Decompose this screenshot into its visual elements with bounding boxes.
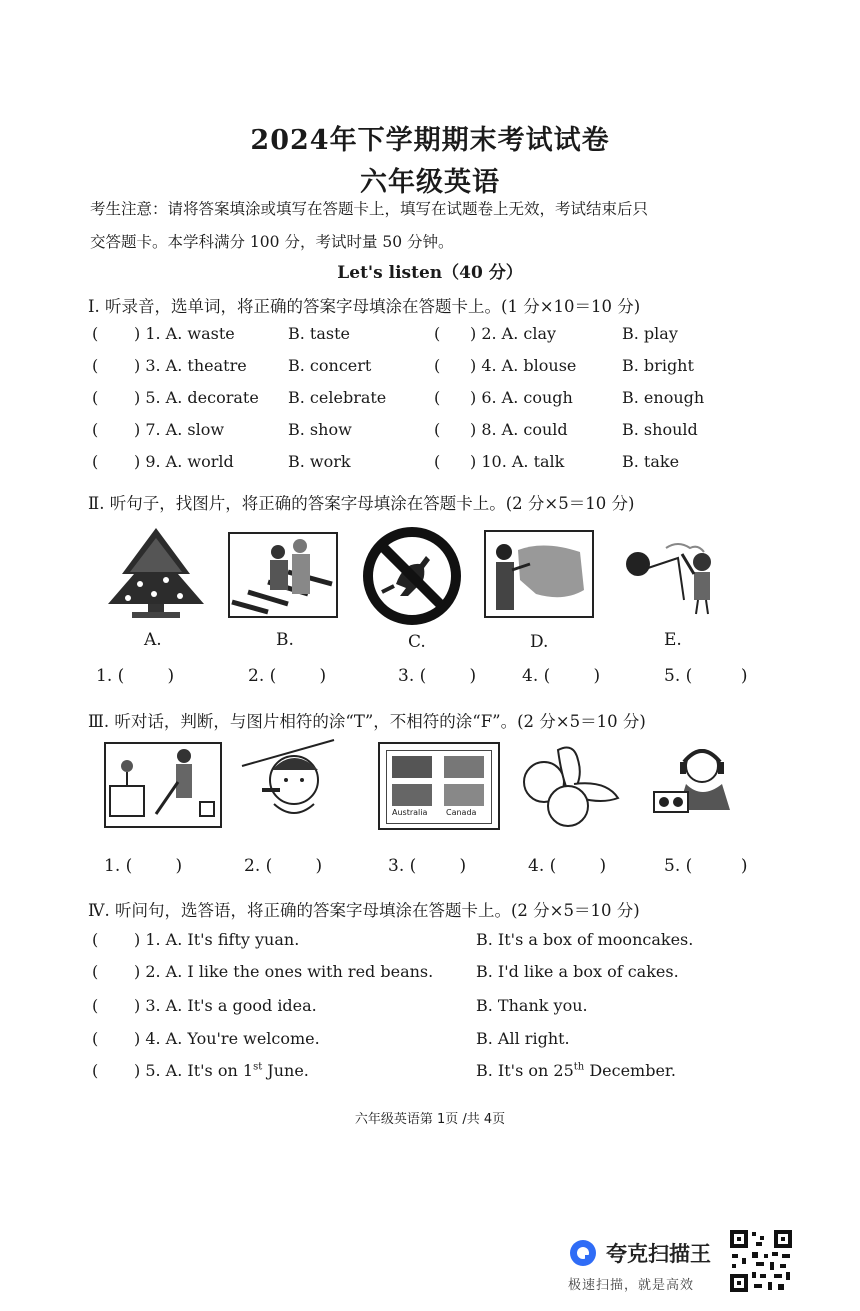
- ordinal-suffix: st: [253, 1061, 263, 1073]
- question-option-b: B. work: [288, 452, 351, 471]
- section2-heading: Ⅱ. 听句子，找图片，将正确的答案字母填涂在答题卡上。(2 分×5＝10 分): [88, 494, 635, 513]
- picture-label: C.: [408, 632, 426, 652]
- answer-paren: (: [92, 962, 99, 981]
- question-option-a: ) 5. A. decorate: [134, 388, 259, 407]
- exam-subtitle: 六年级英语: [360, 167, 500, 198]
- question-option-b: B. It's a box of mooncakes.: [476, 930, 694, 949]
- question-option-a: ) 8. A. could: [470, 420, 568, 439]
- picture-label: B.: [276, 630, 294, 650]
- section4-heading: Ⅳ. 听问句，选答语，将正确的答案字母填涂在答题卡上。(2 分×5＝10 分): [88, 901, 640, 920]
- answer-paren: (: [92, 930, 99, 949]
- question-option-a: ) 6. A. cough: [470, 388, 573, 407]
- question-option-b: B. concert: [288, 356, 372, 375]
- answer-blank: 1. ( ): [96, 666, 175, 686]
- boy-sweeping-picture: [104, 742, 222, 828]
- question-option-b: B. play: [622, 324, 678, 343]
- question-row: [92, 356, 812, 386]
- picture-label: D.: [530, 632, 549, 652]
- question-option-a: ) 9. A. world: [134, 452, 234, 471]
- poster-label: Australia: [392, 808, 428, 817]
- page-footer: 六年级英语第 1页 /共 4页: [354, 1112, 506, 1127]
- question-option-a: ) 3. A. theatre: [134, 356, 247, 375]
- question-option-a: ) 3. A. It's a good idea.: [134, 996, 317, 1015]
- picture-label: E.: [664, 630, 682, 650]
- question-option-b: B. celebrate: [288, 388, 387, 407]
- answer-blank: 5. ( ): [664, 666, 748, 686]
- scanner-app-name: 夸克扫描王: [606, 1242, 711, 1266]
- answer-blank: 1. ( ): [104, 856, 183, 876]
- question-option-b: B. bright: [622, 356, 694, 375]
- christmas-tree-picture: [100, 524, 212, 620]
- scanner-watermark: [566, 1232, 726, 1296]
- crossing-road-picture: [228, 532, 338, 618]
- question-row: [92, 930, 812, 960]
- answer-paren: (: [92, 324, 99, 343]
- poster-photo: [392, 784, 432, 806]
- question-option-a: [134, 1061, 309, 1080]
- question-option-b: B. show: [288, 420, 352, 439]
- answer-paren: (: [434, 324, 441, 343]
- question-option-a: ) 2. A. I like the ones with red beans.: [134, 962, 434, 981]
- answer-paren: (: [92, 420, 99, 439]
- part-title: Let's listen（40 分）: [337, 263, 523, 283]
- poster-photo: [444, 784, 484, 806]
- answer-blank: 3. ( ): [398, 666, 477, 686]
- answer-paren: (: [92, 1061, 99, 1080]
- answer-paren: (: [92, 388, 99, 407]
- question-option-b: B. enough: [622, 388, 705, 407]
- section1-heading: Ⅰ. 听录音，选单词，将正确的答案字母填涂在答题卡上。(1 分×10＝10 分): [88, 297, 641, 316]
- question-row: [92, 420, 812, 450]
- option-text: December.: [584, 1061, 676, 1080]
- question-option-a: ) 10. A. talk: [470, 452, 565, 471]
- map-presenter-picture: [484, 530, 594, 618]
- question-option-b: B. Thank you.: [476, 996, 588, 1015]
- scanner-slogan: 极速扫描，就是高效: [568, 1278, 695, 1293]
- option-text: ) 5. A. It's on 1: [134, 1061, 254, 1080]
- question-option-b: B. taste: [288, 324, 351, 343]
- question-row: [92, 962, 812, 992]
- girl-waving-picture: [618, 534, 718, 618]
- answer-blank: 2. ( ): [244, 856, 323, 876]
- picture-label: A.: [144, 630, 162, 650]
- qr-code-icon: [728, 1228, 794, 1294]
- answer-paren: (: [92, 996, 99, 1015]
- scanner-logo-icon: [568, 1238, 598, 1268]
- question-option-b: B. should: [622, 420, 698, 439]
- question-row: [92, 324, 812, 354]
- boy-headphones-picture: [646, 740, 746, 826]
- question-row: [92, 1029, 812, 1059]
- question-option-a: ) 7. A. slow: [134, 420, 225, 439]
- answer-blank: 5. ( ): [664, 856, 748, 876]
- answer-paren: (: [92, 1029, 99, 1048]
- question-row: [92, 996, 812, 1026]
- answer-paren: (: [434, 356, 441, 375]
- poster-photo: [444, 756, 484, 778]
- answer-paren: (: [434, 388, 441, 407]
- answer-paren: (: [92, 452, 99, 471]
- question-row: [92, 1061, 812, 1091]
- answer-blank: 2. ( ): [248, 666, 327, 686]
- poster-label: Canada: [446, 808, 477, 817]
- question-row: [92, 388, 812, 418]
- answer-paren: (: [434, 452, 441, 471]
- answer-blank: 3. ( ): [388, 856, 467, 876]
- question-option-a: ) 4. A. You're welcome.: [134, 1029, 320, 1048]
- exam-title: 2024年下学期期末考试试卷: [250, 125, 610, 156]
- fruits-picture: [518, 740, 622, 830]
- question-option-b: [476, 1061, 676, 1080]
- answer-blank: 4. ( ): [528, 856, 607, 876]
- notice-line-1: 考生注意：请将答案填涂或填写在答题卡上，填写在试题卷上无效，考试结束后只: [90, 200, 649, 218]
- answer-paren: (: [434, 420, 441, 439]
- question-option-a: ) 4. A. blouse: [470, 356, 577, 375]
- poster-photo: [392, 756, 432, 778]
- answer-blank: 4. ( ): [522, 666, 601, 686]
- question-option-a: ) 1. A. waste: [134, 324, 235, 343]
- option-text: June.: [262, 1061, 309, 1080]
- question-option-a: ) 1. A. It's fifty yuan.: [134, 930, 300, 949]
- question-option-a: ) 2. A. clay: [470, 324, 557, 343]
- section3-heading: Ⅲ. 听对话，判断，与图片相符的涂“T”，不相符的涂“F”。(2 分×5＝10 分): [88, 712, 646, 731]
- no-kangaroo-sign-picture: [360, 526, 464, 626]
- question-option-b: B. All right.: [476, 1029, 570, 1048]
- option-text: B. It's on 25: [476, 1061, 574, 1080]
- notice-line-2: 交答题卡。本学科满分 100 分，考试时量 50 分钟。: [90, 233, 454, 251]
- travel-poster-picture: [378, 742, 500, 830]
- question-row: [92, 452, 812, 482]
- question-option-b: B. take: [622, 452, 680, 471]
- girl-brushing-teeth-picture: [238, 736, 338, 826]
- ordinal-suffix: th: [573, 1061, 585, 1073]
- answer-paren: (: [92, 356, 99, 375]
- question-option-b: B. I'd like a box of cakes.: [476, 962, 679, 981]
